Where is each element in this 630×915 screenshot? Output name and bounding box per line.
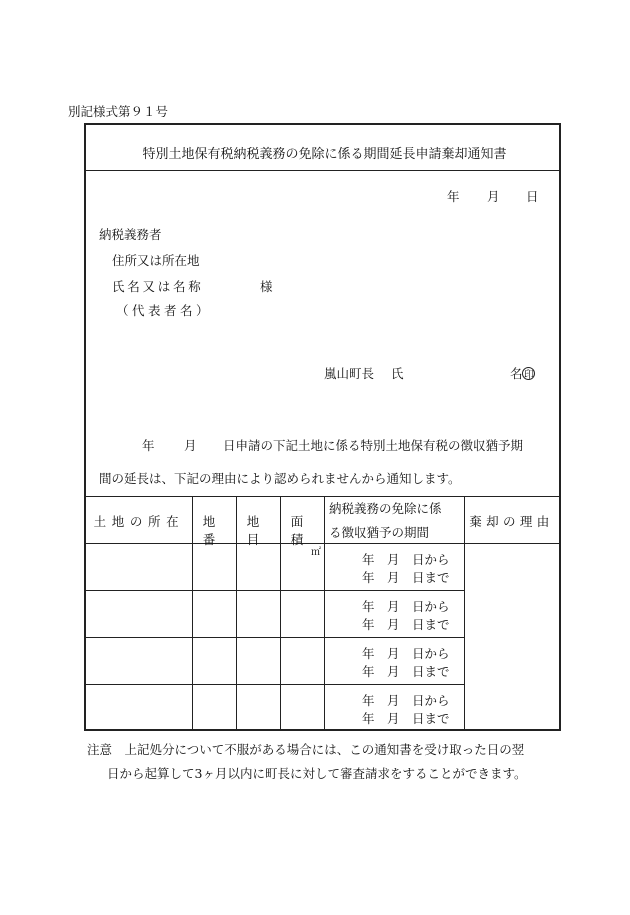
row-border-3 bbox=[86, 684, 464, 685]
body-year: 年 bbox=[142, 438, 155, 453]
issuer-seal bbox=[510, 364, 536, 382]
header-period-line1: 納税義務の免除に係 bbox=[329, 501, 442, 516]
title-divider bbox=[86, 170, 559, 171]
row-4-from: 年 月 日から bbox=[362, 693, 450, 708]
seal-mark: 印 bbox=[523, 366, 536, 381]
address-label: 住所又は所在地 bbox=[112, 253, 200, 268]
taxpayer-heading: 納税義務者 bbox=[99, 227, 162, 242]
seal-name-text: 名 bbox=[510, 366, 523, 381]
issuer-title: 嵐山町長 bbox=[324, 366, 375, 381]
seal-circle bbox=[522, 367, 535, 380]
representative-label: （代表者名） bbox=[116, 303, 213, 318]
notes-line1: 上記処分について不服がある場合には、この通知書を受け取った日の翌 bbox=[124, 742, 525, 757]
notes bbox=[87, 738, 526, 786]
date-month: 月 bbox=[487, 189, 500, 204]
col-divider-5 bbox=[464, 496, 465, 729]
form-title: 特別土地保有税納税義務の免除に係る期間延長申請棄却通知書 bbox=[142, 147, 507, 162]
issuer-honorific: 氏 bbox=[391, 366, 404, 381]
header-location: 土地の所在 bbox=[93, 514, 185, 529]
body-month: 月 bbox=[184, 438, 197, 453]
row-border-2 bbox=[86, 637, 464, 638]
area-unit: ㎡ bbox=[311, 547, 321, 558]
header-area: 面積 bbox=[290, 514, 314, 547]
form-number: 別記様式第９１号 bbox=[68, 104, 169, 119]
body-line1: 日申請の下記土地に係る特別土地保有税の徴収猶予期 bbox=[223, 438, 524, 453]
col-divider-4 bbox=[324, 496, 325, 729]
row-border-1 bbox=[86, 590, 464, 591]
date-day: 日 bbox=[526, 189, 539, 204]
body-line2: 間の延長は、下記の理由により認められませんから通知します。 bbox=[99, 471, 461, 486]
notice-form bbox=[84, 123, 561, 731]
header-lot-number: 地番 bbox=[202, 514, 226, 547]
row-1-from: 年 月 日から bbox=[362, 552, 450, 567]
header-period-line2: る徴収猶予の期間 bbox=[329, 525, 430, 540]
table-top-border bbox=[86, 496, 559, 497]
name-honorific: 様 bbox=[260, 279, 273, 294]
row-2-from: 年 月 日から bbox=[362, 599, 450, 614]
date-year: 年 bbox=[447, 189, 460, 204]
row-1-to: 年 月 日まで bbox=[362, 570, 450, 585]
notes-label: 注意 bbox=[87, 742, 113, 757]
notes-line2: 日から起算して3ヶ月以内に町長に対して審査請求をすることができます。 bbox=[107, 766, 527, 781]
row-3-from: 年 月 日から bbox=[362, 646, 450, 661]
name-label: 氏名又は名称 bbox=[112, 279, 204, 294]
header-land-category: 地目 bbox=[246, 514, 270, 547]
row-2-to: 年 月 日まで bbox=[362, 617, 450, 632]
header-reason: 棄却の理由 bbox=[469, 514, 554, 529]
row-4-to: 年 月 日まで bbox=[362, 711, 450, 726]
row-3-to: 年 月 日まで bbox=[362, 664, 450, 679]
